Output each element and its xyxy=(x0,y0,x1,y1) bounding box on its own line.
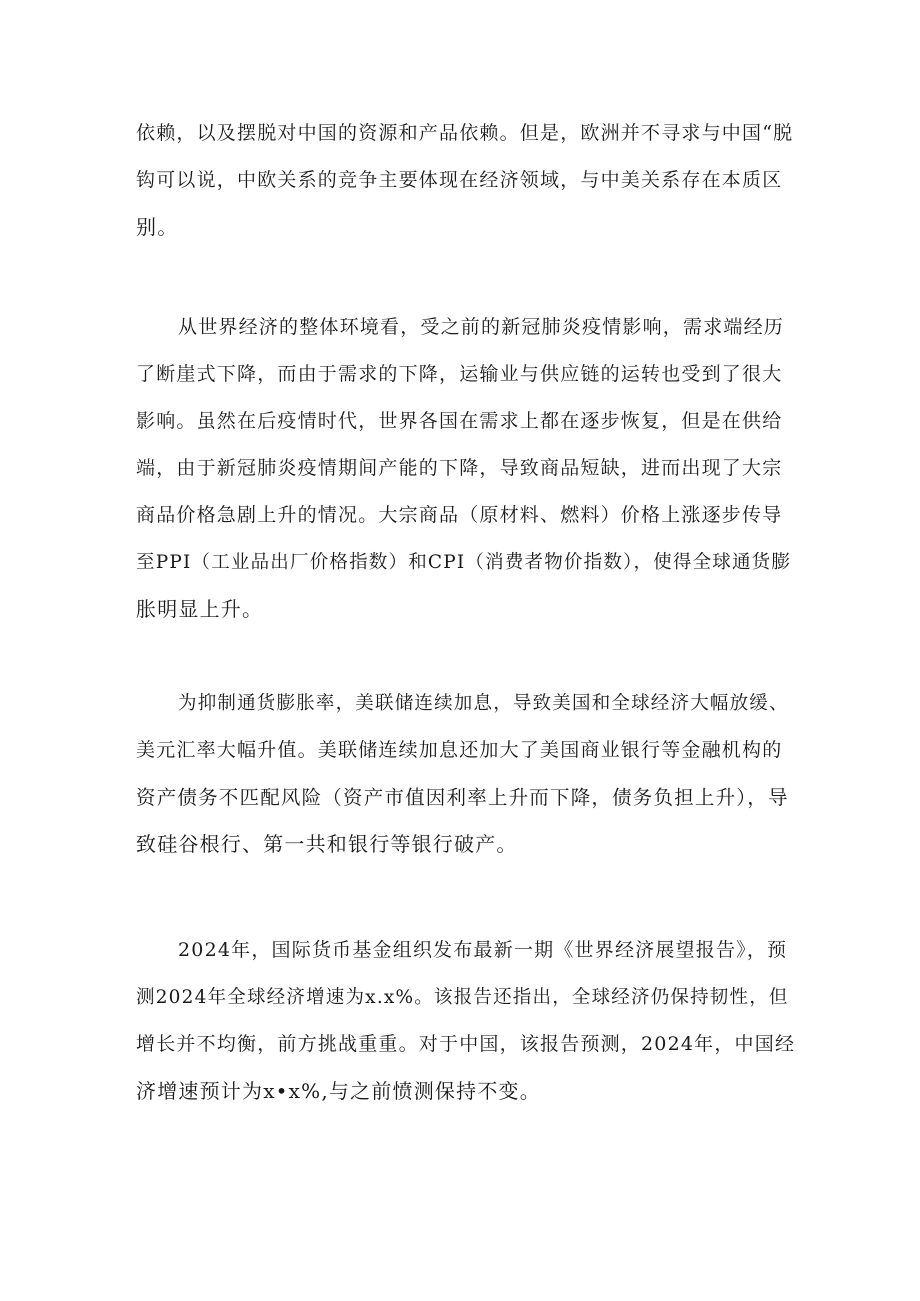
text-line: 资产债务不匹配风险（资产市值因利率上升而下降，债务负担上升），导 xyxy=(136,786,789,809)
text-line: 别。 xyxy=(136,215,179,239)
text-line: 为抑制通货膨胀率，美联储连续加息，导致美国和全球经济大幅放缓、 xyxy=(178,693,789,714)
paragraph-eu-china-relations xyxy=(136,110,796,251)
text-line: 济增速预计为x•x%,与之前愤测保持不变。 xyxy=(136,1079,541,1103)
text-line: 胀明显上升。 xyxy=(136,597,264,621)
text-line: 端，由于新冠肺炎疫情期间产能的下降，导致商品短缺，进而出现了大宗 xyxy=(136,457,783,479)
text-line: 钩可以说，中欧关系的竞争主要体现在经济领域，与中美关系存在本质区 xyxy=(136,169,783,191)
paragraph-world-economy-environment xyxy=(136,304,796,633)
text-line: 从世界经济的整体环境看，受之前的新冠肺炎疫情影响，需求端经历 xyxy=(178,316,785,338)
paragraph-imf-outlook-2024 xyxy=(136,927,796,1115)
text-line: 增长并不均衡，前方挑战重重。对于中国，该报告预测，2024年，中国经 xyxy=(136,1033,796,1055)
text-line: 美元汇率大幅升值。美联储连续加息还加大了美国商业银行等金融机构的 xyxy=(136,739,783,761)
text-line: 商品价格急剧上升的情况。大宗商品（原材料、燃料）价格上涨逐步传导 xyxy=(136,504,783,526)
text-line: 影响。虽然在后疫情时代，世界各国在需求上都在逐步恢复，但是在供给 xyxy=(136,410,783,432)
text-line: 至PPI（工业品出厂价格指数）和CPI（消费者物价指数），使得全球通货膨 xyxy=(136,552,792,573)
text-line: 致硅谷根行、第一共和银行等银行破产。 xyxy=(136,832,518,856)
text-line: 测2024年全球经济增速为x.x%。该报告还指出，全球经济仍保持韧性，但 xyxy=(136,987,789,1008)
text-line: 了断崖式下降，而由于需求的下降，运输业与供应链的运转也受到了很大 xyxy=(136,363,783,385)
paragraph-fed-rate-hikes xyxy=(136,680,796,868)
text-line: 依赖，以及摆脱对中国的资源和产品依赖。但是，欧洲并不寻求与中国“脱 xyxy=(136,122,794,144)
text-line: 2024年，国际货币基金组织发布最新一期《世界经济展望报告》，预 xyxy=(178,939,788,961)
